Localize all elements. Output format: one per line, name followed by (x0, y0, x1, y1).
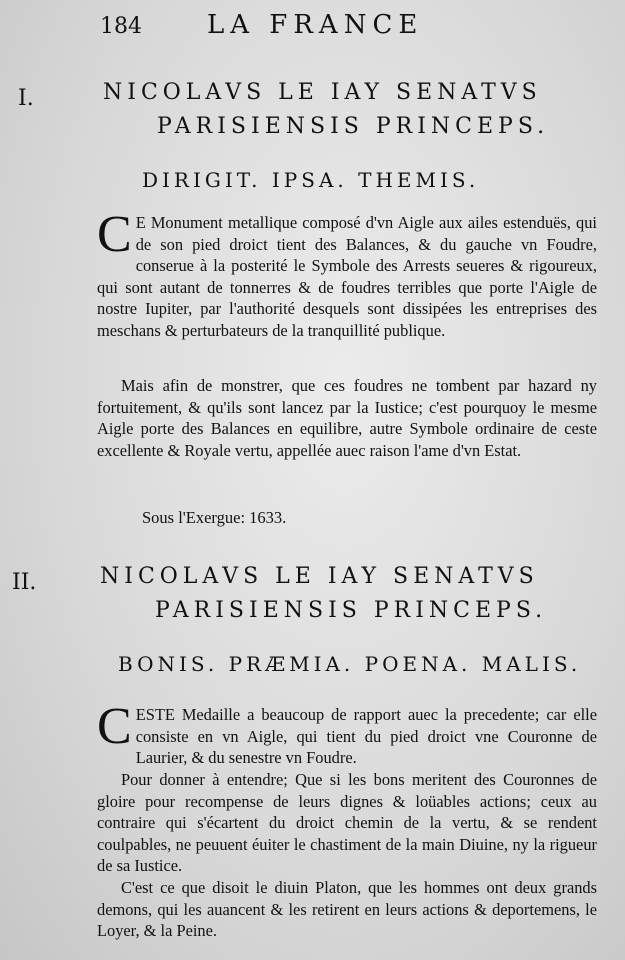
section-paragraph (97, 769, 597, 877)
section-paragraph (97, 375, 597, 461)
section-paragraph (97, 877, 597, 942)
section-title-line: PARISIENSIS PRINCEPS. (155, 598, 548, 623)
section-title-line: PARISIENSIS PRINCEPS. (157, 114, 550, 139)
drop-cap: C (97, 206, 132, 263)
section-motto: BONIS. PRÆMIA. POENA. MALIS. (118, 652, 582, 676)
paragraph-text: E Monument metallique composé d'vn Aigle aux ailes estenduës, qui de son pied droict tient des Balances, & du gauche vn Foudre, conserue à la posterité le Symbole des Arrests seueres & rigoureux, qui sont autant de tonnerres & de foudres terribles que porte l'Aigle de nostre Iupiter, par l'authorité desquels sont dissipées les entreprises des meschans & perturbateurs de la tranquillité publique. (97, 213, 597, 340)
paragraph-text: Mais afin de monstrer, que ces foudres ne tombent par hazard ny fortuitement, & qu'ils sont lancez par la Iustice; c'est pourquoy le mesme Aigle porte des Balances en equilibre, autre Symbole ordinaire de ceste excellente & Royale vertu, appellée auec raison l'ame d'vn Estat. (97, 376, 597, 460)
paragraph-text: C'est ce que disoit le diuin Platon, que les hommes ont deux grands demons, qui les auancent & les retirent en leurs actions & deportemens, le Loyer, & la Peine. (97, 878, 597, 940)
section-paragraph (97, 698, 597, 769)
running-title: LA FRANCE (207, 10, 424, 40)
paragraph-text: Pour donner à entendre; Que si les bons meritent des Couronnes de gloire pour recompense de leurs dignes & loüables actions; ceux au contraire qui s'écartent du droict chemin de la vertu, & se rendent coulpables, ne peuuent éuiter le chastiment de la main Diuine, ny la rigueur de sa Iustice. (97, 770, 597, 875)
page-number: 184 (100, 14, 142, 39)
section-paragraph (97, 206, 597, 341)
exergue: Sous l'Exergue: 1633. (142, 508, 287, 527)
page-header (0, 8, 625, 42)
section-number: I. (18, 86, 34, 111)
section-title-line: NICOLAVS LE IAY SENATVS (103, 80, 542, 105)
section-number: II. (12, 570, 37, 595)
drop-cap: C (97, 698, 132, 755)
section-title-line: NICOLAVS LE IAY SENATVS (100, 564, 539, 589)
paragraph-text: ESTE Medaille a beaucoup de rapport auec la precedente; car elle consiste en vn Aigle, qui tient du pied droict vne Couronne de Laurier, & du senestre vn Foudre. (135, 705, 597, 767)
section-motto: DIRIGIT. IPSA. THEMIS. (142, 168, 480, 192)
